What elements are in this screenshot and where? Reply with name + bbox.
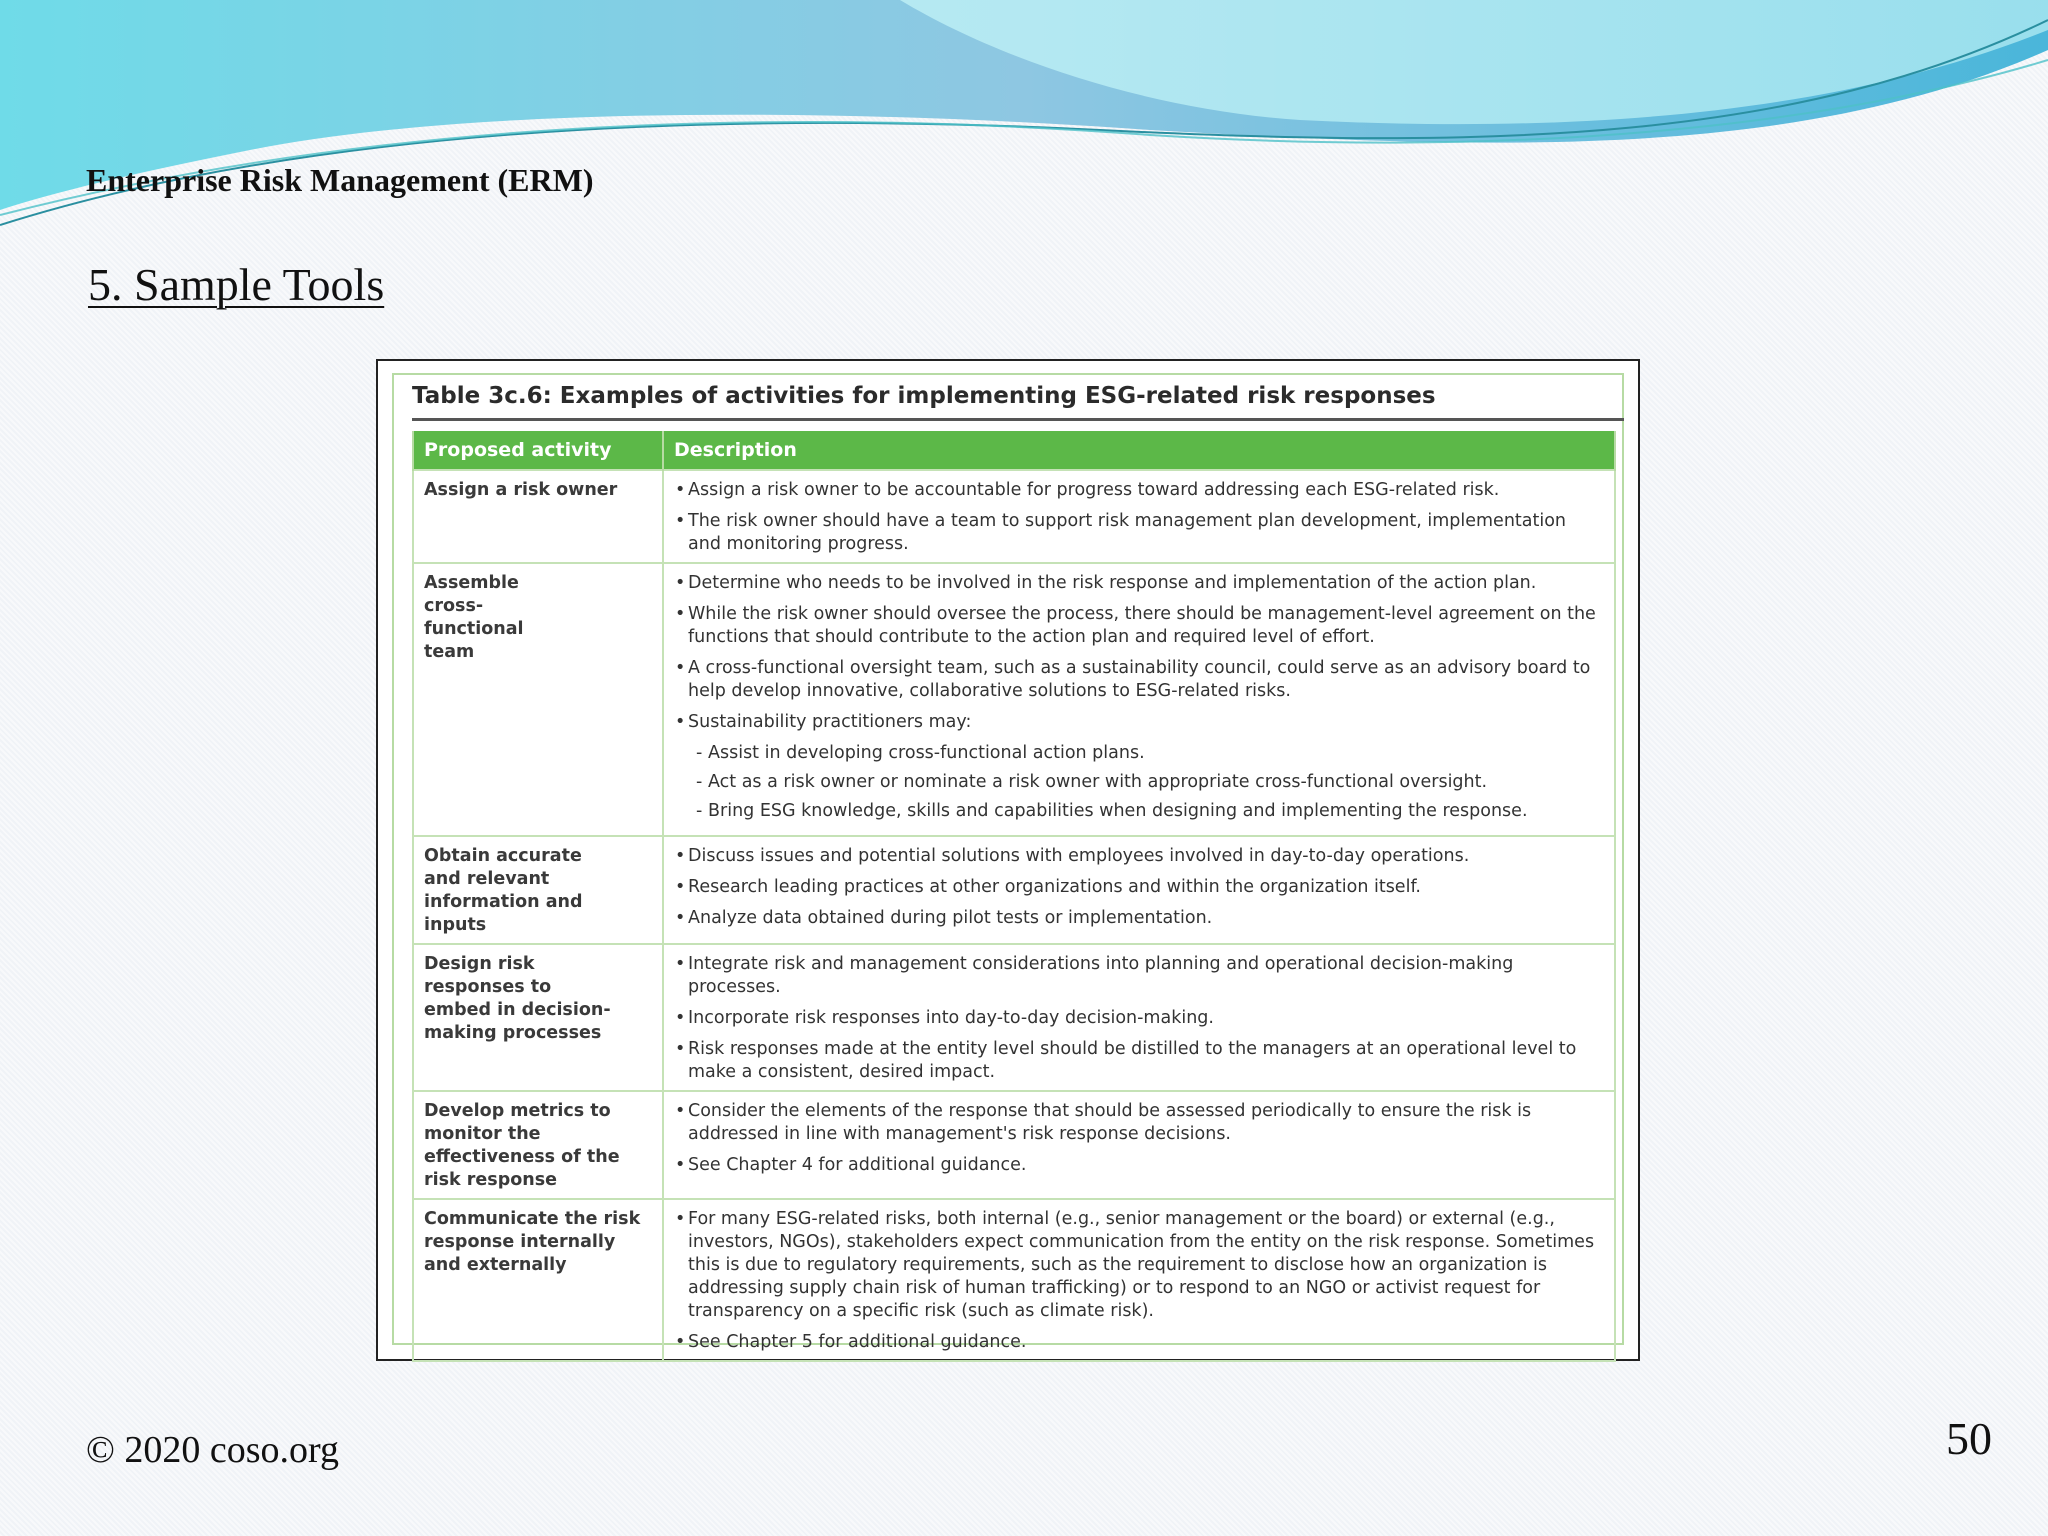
activity-cell	[413, 836, 663, 944]
activity-label: Design risk responses to embed in decision-making processes	[424, 954, 611, 1043]
page-number: 50	[1946, 1413, 1992, 1464]
activities-table	[412, 431, 1616, 1362]
footer-copyright: © 2020 coso.org	[86, 1429, 339, 1471]
description-bullet: • Analyze data obtained during pilot tests or implementation.	[674, 907, 1604, 930]
description-cell	[663, 836, 1615, 944]
table-row	[413, 1091, 1615, 1199]
description-bullet: • Risk responses made at the entity level should be distilled to the managers at an operational level to make a consistent, desired impact.	[674, 1038, 1604, 1084]
caption-divider	[412, 418, 1624, 421]
activity-label: Assemble cross-functional team	[424, 573, 524, 662]
description-bullet: • Research leading practices at other organizations and within the organization itself.	[674, 876, 1604, 899]
table-header-row	[413, 431, 1615, 470]
activity-cell: Develop metrics to monitor the effectiveness of the risk response	[413, 1091, 663, 1199]
description-bullet: • See Chapter 4 for additional guidance.	[674, 1154, 1604, 1177]
activity-cell: Assign a risk owner	[413, 470, 663, 563]
description-bullet: • Integrate risk and management considerations into planning and operational decision-making processes.	[674, 953, 1604, 999]
table-row	[413, 563, 1615, 836]
activity-label: Communicate the risk response internally and externally	[424, 1209, 641, 1275]
table-row	[413, 470, 1615, 563]
description-cell	[663, 944, 1615, 1091]
description-subitem: - Bring ESG knowledge, skills and capabilities when designing and implementing the response.	[674, 800, 1604, 823]
description-bullet: • Consider the elements of the response that should be assessed periodically to ensure the risk is addressed in line with management's risk response decisions.	[674, 1100, 1604, 1146]
activity-cell	[413, 1199, 663, 1361]
description-bullet: • The risk owner should have a team to support risk management plan development, implementation and monitoring progress.	[674, 510, 1604, 556]
column-header-activity: Proposed activity	[413, 431, 663, 470]
activity-label: Obtain accurate and relevant information and inputs	[424, 846, 583, 935]
section-title: 5. Sample Tools	[88, 259, 385, 310]
description-bullet: • While the risk owner should oversee the process, there should be management-level agreement on the functions that should contribute to the action plan and required level of effort.	[674, 603, 1604, 649]
description-bullet: • Sustainability practitioners may:	[674, 711, 1604, 734]
header-title: Enterprise Risk Management (ERM)	[86, 162, 594, 198]
description-cell	[663, 1091, 1615, 1199]
description-cell	[663, 470, 1615, 563]
description-subitem: - Act as a risk owner or nominate a risk owner with appropriate cross-functional oversight.	[674, 771, 1604, 794]
activity-cell	[413, 944, 663, 1091]
table-row	[413, 1199, 1615, 1361]
description-bullet: • Determine who needs to be involved in the risk response and implementation of the action plan.	[674, 572, 1604, 595]
description-cell	[663, 1199, 1615, 1361]
table-image-frame	[376, 359, 1640, 1361]
description-subitem: - Assist in developing cross-functional action plans.	[674, 742, 1604, 765]
description-bullet: • See Chapter 5 for additional guidance.	[674, 1331, 1604, 1354]
description-bullet: • For many ESG-related risks, both internal (e.g., senior management or the board) or external (e.g., investors, NGOs), stakeholders expect communication from the entity on the risk response. Sometimes this is due to regulatory requirements, such as the requirement to disclose how an organization is addressing supply chain risk of human trafficking) or to respond to an NGO or activist request for transparency on a specific risk (such as climate risk).	[674, 1208, 1604, 1323]
activity-cell	[413, 563, 663, 836]
table-caption: Table 3c.6: Examples of activities for implementing ESG-related risk responses	[412, 383, 1436, 409]
description-bullet: • Assign a risk owner to be accountable for progress toward addressing each ESG-related risk.	[674, 479, 1604, 502]
description-cell	[663, 563, 1615, 836]
header-wave-decoration	[0, 0, 2048, 240]
table-row	[413, 836, 1615, 944]
description-bullet: • Discuss issues and potential solutions with employees involved in day-to-day operations.	[674, 845, 1604, 868]
description-bullet: • A cross-functional oversight team, such as a sustainability council, could serve as an advisory board to help develop innovative, collaborative solutions to ESG-related risks.	[674, 657, 1604, 703]
table-row	[413, 944, 1615, 1091]
column-header-description: Description	[663, 431, 1615, 470]
description-bullet: • Incorporate risk responses into day-to-day decision-making.	[674, 1007, 1604, 1030]
